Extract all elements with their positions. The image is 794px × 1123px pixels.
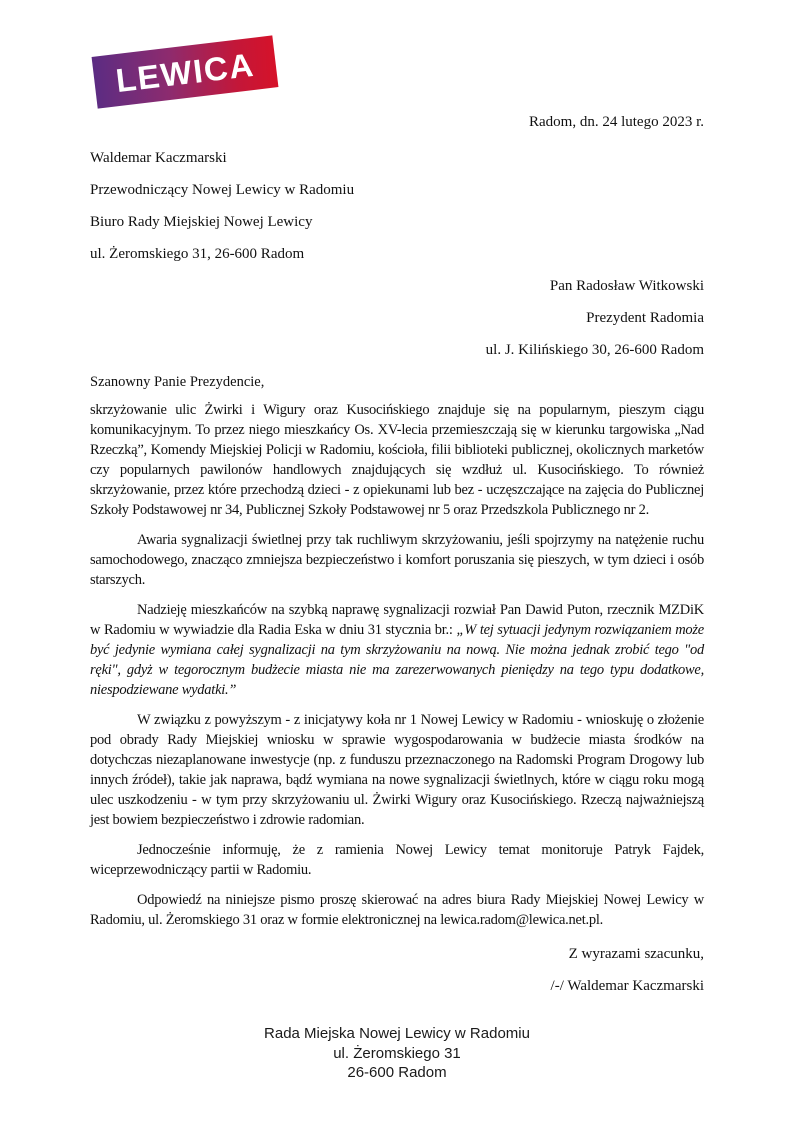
footer-block: [0, 1024, 794, 1083]
paragraph-quote-lead: Nadzieję mieszkańców na szybką naprawę sygnalizacji rozwiał Pan Dawid Puton, rzecznik MZDiK w Radomiu w wywiadzie dla Radia Eska w dniu 31 stycznia br.:: [90, 602, 704, 638]
recipient-block: [90, 276, 704, 360]
paragraph-quote: [90, 600, 704, 700]
sender-name: Waldemar Kaczmarski: [90, 150, 227, 166]
sender-office: Biuro Rady Miejskiej Nowej Lewicy: [90, 214, 313, 230]
paragraph-motion: W związku z powyższym - z inicjatywy koła nr 1 Nowej Lewicy w Radomiu - wnioskuję o złożenie pod obrady Rady Miejskiej wniosku w sprawie wygospodarowania w budżecie miasta środków na dotychczas niezaplanowane inwestycje (np. z funduszu przeznaczonego na Radomski Program Drogowy lub innych źródeł), takie jak naprawa, bądź wymiana na nowe sygnalizacji świetlnych, które w ciągu roku mogą ulec uszkodzeniu - w tym przy skrzyżowaniu ul. Żwirki Wigury oraz Kusocińskiego. Rzeczą najważniejszą jest bowiem bezpieczeństwo i zdrowie radomian.: [90, 712, 704, 828]
closing-block: [90, 944, 704, 996]
footer-city: 26-600 Radom: [347, 1064, 447, 1081]
footer-street: ul. Żeromskiego 31: [333, 1044, 461, 1062]
lewica-logo-text: LEWICA: [113, 45, 257, 99]
footer-org: Rada Miejska Nowej Lewicy w Radomiu: [264, 1025, 530, 1042]
paragraph-failure: Awaria sygnalizacji świetlnej przy tak ruchliwym skrzyżowaniu, jeśli spojrzymy na natężenie ruchu samochodowego, znacząco zmniejsza bezpieczeństwo i komfort poruszania się pieszych, w tym dzieci i osób starszych.: [90, 532, 704, 588]
date-line: Radom, dn. 24 lutego 2023 r.: [529, 114, 704, 130]
salutation: Szanowny Panie Prezydencie,: [90, 374, 265, 390]
closing-signature: /-/ Waldemar Kaczmarski: [550, 978, 704, 994]
paragraph-intersection: skrzyżowanie ulic Żwirki i Wigury oraz Kusocińskiego znajduje się na popularnym, pieszym ciągu komunikacyjnym. To przez niego mieszkańcy Os. XV-lecia przemieszczają się w kierunku targowiska „Nad Rzeczką”, Komendy Miejskiej Policji w Radomiu, kościoła, filii biblioteki publicznej, okolicznych marketów czy popularnych pawilonów handlowych znajdujących się wzdłuż ul. Kusocińskiego. To również skrzyżowanie, przez które przechodzą dzieci - z opiekunami lub bez - uczęszczające na zajęcia do Publicznej Szkoły Podstawowej nr 34, Publicznej Szkoły Podstawowej nr 5 oraz Przedszkola Publicznego nr 2.: [90, 402, 704, 518]
paragraph-monitoring: Jednocześnie informuję, że z ramienia Nowej Lewicy temat monitoruje Patryk Fajdek, wiceprzewodniczący partii w Radomiu.: [90, 842, 704, 878]
sender-block: [90, 148, 704, 264]
sender-address: ul. Żeromskiego 31, 26-600 Radom: [90, 246, 305, 262]
paragraph-quote-citation: „W tej sytuacji jedynym rozwiązaniem może być jedynie wymiana całej sygnalizacji na tym skrzyżowaniu na nową. Nie można jednak zrobić tego "od ręki", gdyż w tegorocznym budżecie miasta nie ma zarezerwowanych pieniędzy na tego typu dodatkowe, niespodziewane wydatki.”: [90, 622, 704, 698]
sender-title: Przewodniczący Nowej Lewicy w Radomiu: [90, 182, 355, 198]
recipient-title: Prezydent Radomia: [586, 310, 704, 326]
lewica-logo: [92, 35, 279, 108]
closing-salute: Z wyrazami szacunku,: [568, 946, 704, 962]
recipient-name: Pan Radosław Witkowski: [549, 278, 704, 294]
paragraph-reply-address: Odpowiedź na niniejsze pismo proszę skierować na adres biura Rady Miejskiej Nowej Lewicy w Radomiu, ul. Żeromskiego 31 oraz w formie elektronicznej na lewica.radom@lewica.net.pl.: [90, 892, 704, 928]
recipient-address: ul. J. Kilińskiego 30, 26-600 Radom: [485, 342, 704, 358]
